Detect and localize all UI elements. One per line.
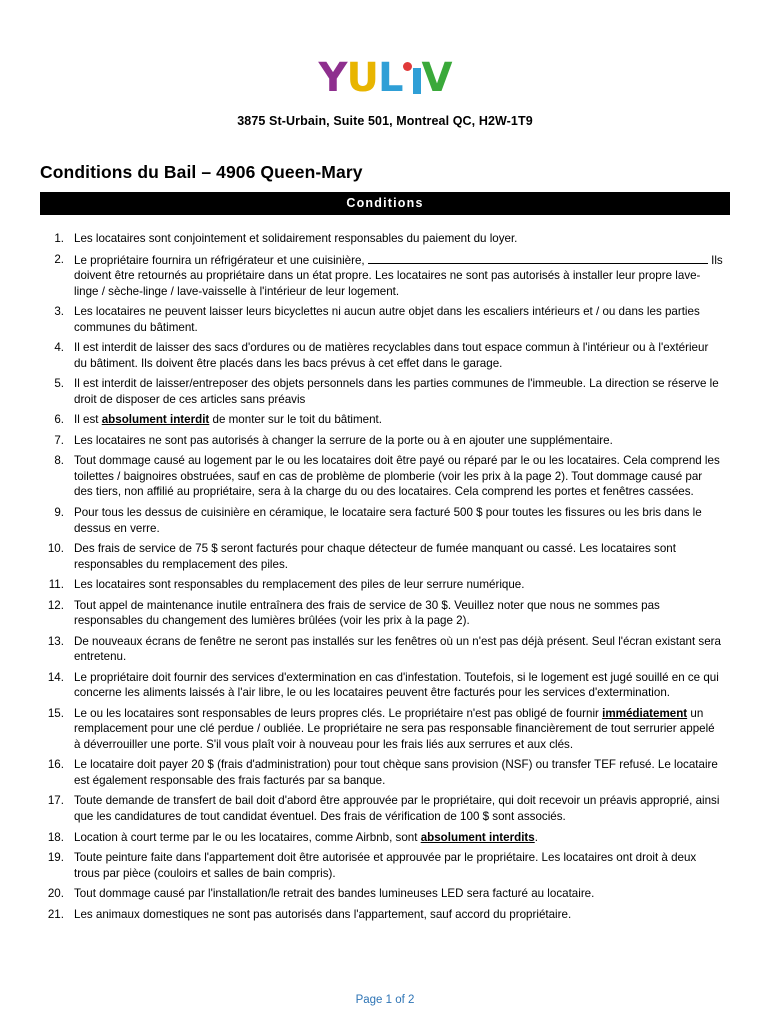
emphasis-text: immédiatement	[602, 706, 688, 720]
condition-text: Les locataires sont conjointement et solidairement responsables du paiement du loyer.	[74, 232, 518, 245]
fill-in-blank	[368, 252, 708, 264]
condition-item	[40, 376, 724, 407]
logo-letter-v: V	[421, 55, 452, 101]
condition-text: Les locataires ne peuvent laisser leurs bicyclettes ni aucun autre objet dans les escaliers intérieurs et / ou dans les parties communes du bâtiment.	[74, 305, 700, 334]
condition-item	[40, 252, 724, 300]
condition-item	[40, 505, 724, 536]
condition-item	[40, 304, 724, 335]
condition-text: Ils doivent être retournés au propriétaire dans un état propre. Les locataires ne sont pas autorisés à installer leur propre lave-linge / sèche-linge / lave-vaisselle à l'intérieur de leur logement.	[74, 253, 723, 298]
logo-letter-y: Y	[318, 55, 347, 101]
company-address: 3875 St-Urbain, Suite 501, Montreal QC, H2W-1T9	[237, 114, 533, 128]
condition-text: Tout appel de maintenance inutile entraînera des frais de service de 30 $. Veuillez noter que nous ne sommes pas responsables du changement des lumières brûlées (voir les prix à la page 2).	[74, 598, 660, 628]
emphasis-text: absolument interdits	[420, 830, 535, 844]
condition-text: Toute peinture faite dans l'appartement doit être autorisée et approuvée par le propriétaire. Les locataires ont droit à deux trous par pièce (couloirs et salles de bain compris).	[74, 851, 697, 880]
conditions-list	[40, 231, 730, 922]
condition-text: Tout dommage causé au logement par le ou les locataires doit être payé ou réparé par le ou les locataires. Cela comprend les toilettes / baignoires obstruées, sauf en cas de problème de plomberie (voir les prix à la page 2). Tout dommage causé par des tiers, non affilié au propriétaire, sera à la charge du ou des locataires. Cela comprend les portes et fenêtres cassées.	[74, 454, 720, 499]
page-title: Conditions du Bail – 4906 Queen-Mary	[40, 162, 363, 182]
condition-text: Le locataire doit payer 20 $ (frais d'administration) pour tout chèque sans provision (NSF) ou transfer TEF refusé. Le locataire est également responsable des frais facturés par sa banque.	[74, 758, 718, 787]
logo-letter-i-stem	[413, 68, 421, 94]
condition-text: Il est	[74, 413, 102, 427]
emphasis-text: absolument interdit	[101, 413, 210, 427]
condition-item	[40, 340, 724, 371]
condition-text: Le propriétaire fournira un réfrigérateur et une cuisinière,	[74, 253, 368, 267]
logo-letter-l: L	[377, 55, 403, 101]
condition-item	[40, 830, 724, 846]
condition-item	[40, 670, 724, 701]
page-footer: Page 1 of 2	[355, 994, 415, 1006]
condition-item	[40, 231, 724, 247]
logo-letter-u: U	[346, 55, 378, 101]
condition-item	[40, 577, 724, 593]
condition-text: Tout dommage causé par l'installation/le retrait des bandes lumineuses LED sera facturé au locataire.	[74, 887, 595, 901]
condition-item	[40, 850, 724, 881]
condition-item	[40, 433, 724, 449]
condition-text: .	[534, 830, 538, 844]
condition-item	[40, 541, 724, 572]
condition-text: Il est interdit de laisser/entreposer des objets personnels dans les parties communes de l'immeuble. La direction se réserve le droit de disposer de ces articles sans préavis	[74, 377, 719, 406]
condition-text: Le ou les locataires sont responsables de leurs propres clés. Le propriétaire n'est pas obligé de fournir	[74, 706, 603, 720]
condition-item	[40, 412, 724, 428]
condition-text: Le propriétaire doit fournir des services d'extermination en cas d'infestation. Toutefois, si le logement est jugé souillé en ce qui concerne les aliments laissés à l'air libre, le ou les locataires peuvent être facturés pour les services d'extermination.	[74, 670, 719, 700]
condition-text: Les locataires sont responsables du remplacement des piles de leur serrure numérique.	[74, 578, 525, 592]
condition-item	[40, 598, 724, 629]
condition-item	[40, 453, 724, 500]
condition-text: Il est interdit de laisser des sacs d'ordures ou de matières recyclables dans tout espace commun à l'intérieur ou à l'extérieur du bâtiment. Ils doivent être placés dans les bacs prévus à cet effet dans le garage.	[74, 341, 709, 370]
condition-item	[40, 907, 724, 923]
condition-item	[40, 886, 724, 902]
section-header-conditions: Conditions	[40, 192, 730, 215]
condition-text: un remplacement pour une clé perdue / oubliée. Le propriétaire ne sera pas responsable financièrement de tout serrurier appelé à déverrouiller une porte. S'il vous plaît voir à nouveau pour les frais liés aux serrures et aux clés.	[74, 706, 715, 751]
condition-text: Les locataires ne sont pas autorisés à changer la serrure de la porte ou à en ajouter une supplémentaire.	[74, 433, 613, 447]
condition-text: De nouveaux écrans de fenêtre ne seront pas installés sur les fenêtres où un n'est pas déjà présent. Seul l'écran existant sera entretenu.	[74, 634, 721, 664]
condition-item	[40, 757, 724, 788]
logo-container	[40, 55, 730, 101]
condition-text: Les animaux domestiques ne sont pas autorisés dans l'appartement, sauf accord du propriétaire.	[74, 907, 572, 921]
condition-text: Location à court terme par le ou les locataires, comme Airbnb, sont	[74, 830, 421, 844]
condition-item	[40, 634, 724, 665]
condition-text: de monter sur le toit du bâtiment.	[209, 413, 383, 427]
condition-text: Des frais de service de 75 $ seront facturés pour chaque détecteur de fumée manquant ou cassé. Les locataires sont responsables du remplacement des piles.	[74, 542, 676, 571]
logo-letter-i-dot	[403, 62, 412, 71]
condition-text: Pour tous les dessus de cuisinière en céramique, le locataire sera facturé 500 $ pour toutes les fissures ou les bris dans le dessus en verre.	[74, 505, 702, 535]
condition-text: Toute demande de transfert de bail doit d'abord être approuvée par le propriétaire, qui doit recevoir un préavis approprié, ainsi que les candidatures de tout candidat éventuel. Des frais de vérification de 100 $ sont associés.	[74, 794, 720, 823]
yuliv-logo	[318, 55, 452, 101]
condition-item	[40, 793, 724, 824]
condition-item	[40, 706, 724, 753]
